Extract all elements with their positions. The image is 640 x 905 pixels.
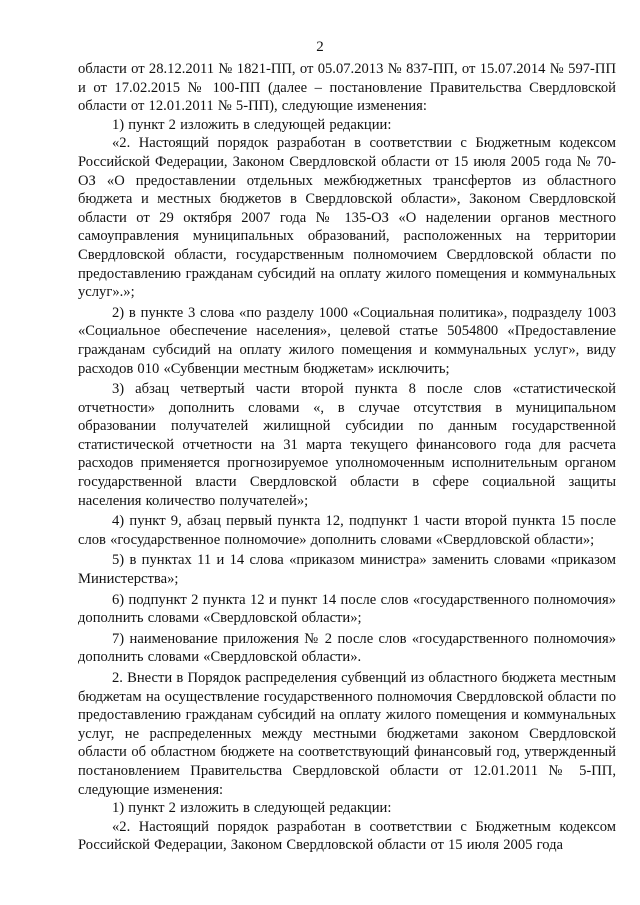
paragraph-item-3: 3) абзац четвертый части второй пункта 8 после слов «статистической отчетности» дополнить словами «, в случае отсутствия в муниципальном образовании получателей жилищной субсидии по данным государственной статистической отчетности на 31 марта текущего финансового года для расчета расходов применяется прогнозируемое уполномоченным исполнительным органом государственной власти Свердловской области в сфере социальной защиты населения количество получателей»; xyxy=(78,381,616,509)
document-body xyxy=(78,60,616,855)
paragraph-section-2-item-1: 1) пункт 2 изложить в следующей редакции: xyxy=(112,800,392,817)
paragraph-item-6: 6) подпункт 2 пункта 12 и пункт 14 после слов «государственного полномочия» дополнить словами «Свердловской области»; xyxy=(78,591,616,627)
page-number: 2 xyxy=(316,39,324,55)
paragraph-item-7: 7) наименование приложения № 2 после слов «государственного полномочия» дополнить словами «Свердловской области». xyxy=(78,630,616,666)
paragraph-intro-continuation: области от 28.12.2011 № 1821-ПП, от 05.07.2013 № 837-ПП, от 15.07.2014 № 597-ПП и от 17.02.2015 № 100-ПП (далее – постановление Правительства Свердловской области от 12.01.2011 № 5-ПП), следующие изменения: xyxy=(78,61,616,115)
paragraph-item-5: 5) в пунктах 11 и 14 слова «приказом министра» заменить словами «приказом Министерства»; xyxy=(78,552,616,588)
paragraph-item-4: 4) пункт 9, абзац первый пункта 12, подпункт 1 части второй пункта 15 после слов «государственное полномочие» дополнить словами «Свердловской области»; xyxy=(78,513,616,548)
paragraph-quoted-clause-2: «2. Настоящий порядок разработан в соответствии с Бюджетным кодексом Российской Федерации, Законом Свердловской области от 15 июля 2005 года № 70-ОЗ «О предоставлении отдельных межбюджетных трансфертов из областного бюджета и местных бюджетов в Свердловской области», Законом Свердловской области от 29 октября 2007 года № 135-ОЗ «О наделении органов местного самоуправления муниципальных образований, расположенных на территории Свердловской области, государственным полномочием Свердловской области по предоставлению гражданам субсидий на оплату жилого помещения и коммунальных услуг».»; xyxy=(78,135,616,301)
paragraph-section-2-quoted-clause: «2. Настоящий порядок разработан в соответствии с Бюджетным кодексом Российской Федерации, Законом Свердловской области от 15 июля 2005 года xyxy=(78,818,616,854)
paragraph-item-2: 2) в пункте 3 слова «по разделу 1000 «Социальная политика», подразделу 1003 «Социальное обеспечение населения», целевой статье 5054800 «Предоставление гражданам субсидий на оплату жилого помещения и коммунальных услуг», виду расходов 010 «Субвенции местным бюджетам» исключить; xyxy=(78,304,616,377)
paragraph-section-2: 2. Внести в Порядок распределения субвенций из областного бюджета местным бюджетам на осуществление государственного полномочия Свердловской области по предоставлению гражданам субсидий на оплату жилого помещения и коммунальных услуг, не распределенных между местными бюджетами законом Свердловской области об областном бюджете на соответствующий финансовый год, утвержденный постановлением Правительства Свердловской области от 12.01.2011 № 5-ПП, следующие изменения: xyxy=(78,670,616,798)
paragraph-item-1: 1) пункт 2 изложить в следующей редакции: xyxy=(112,116,392,133)
